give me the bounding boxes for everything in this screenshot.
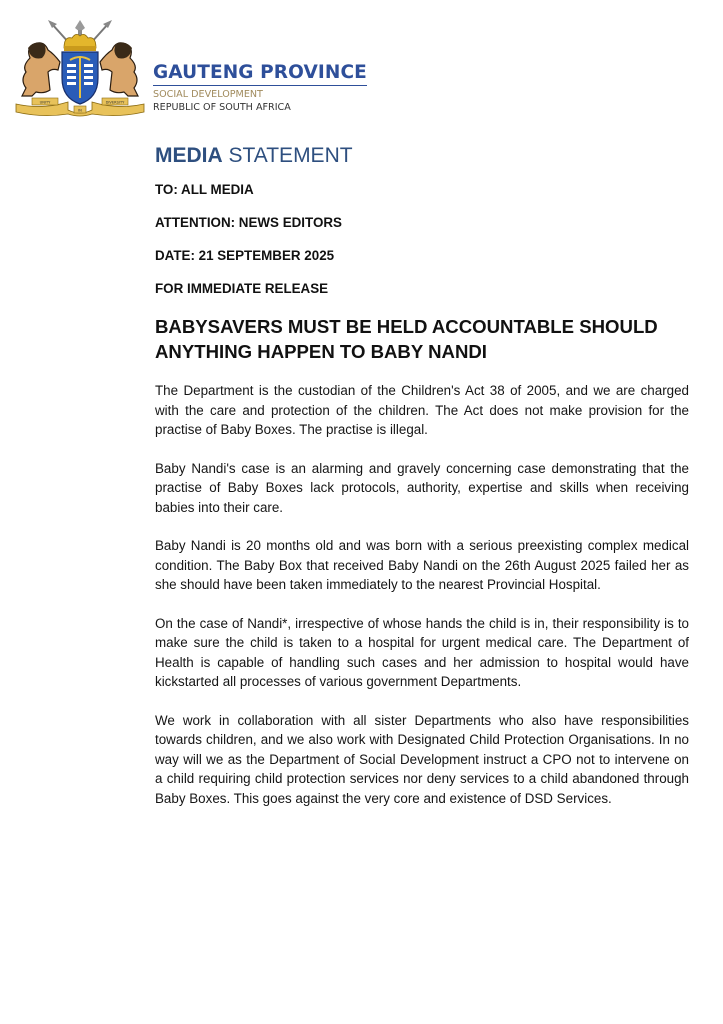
org-name: GAUTENG PROVINCE <box>153 62 367 86</box>
svg-text:UNITY: UNITY <box>39 100 51 105</box>
organisation-block <box>153 62 367 114</box>
paragraph: Baby Nandi is 20 months old and was born with a serious preexisting complex medical condition. The Baby Box that received Baby Nandi on the 26th August 2025 failed her as she should have been taken immediately to the nearest Provincial Hospital. <box>155 538 689 592</box>
letterhead <box>12 18 392 118</box>
coat-of-arms-icon <box>12 18 148 118</box>
date-line: DATE: 21 SEPTEMBER 2025 <box>155 248 335 263</box>
release-line: FOR IMMEDIATE RELEASE <box>155 281 329 296</box>
recipient-line: TO: ALL MEDIA <box>155 182 254 197</box>
statement-body <box>155 142 689 827</box>
svg-text:DIVERSITY: DIVERSITY <box>105 100 125 105</box>
document-type-bold: MEDIA <box>155 144 223 167</box>
paragraph: Baby Nandi's case is an alarming and gravely concerning case demonstrating that the practise of Baby Boxes lack protocols, authority, expertise and skills when receiving babies into their care. <box>155 460 689 515</box>
svg-text:IN: IN <box>78 108 82 113</box>
headline: BABYSAVERS MUST BE HELD ACCOUNTABLE SHOULD ANYTHING HAPPEN TO BABY NANDI <box>155 316 658 362</box>
paragraph: The Department is the custodian of the Children's Act 38 of 2005, and we are charged with the care and protection of the children. The Act does not make provision for the practise of Baby Boxes. The practise is illegal. <box>155 383 689 437</box>
paragraph: We work in collaboration with all sister Departments who also have responsibilities towards children, and we also work with Designated Child Protection Organisations. In no way will we as the Department of Social Development instruct a CPO not to intervene on a child requiring child protection services nor deny services to a child abandoned through Baby Boxes. This goes against the very core and existence of DSD Services. <box>155 712 689 806</box>
department-name: SOCIAL DEVELOPMENT <box>153 89 263 100</box>
paragraph: On the case of Nandi*, irrespective of whose hands the child is in, their responsibility is to make sure the child is taken to a hospital for urgent medical care. The Department of Health is capable of handling such cases and her admission to hospital would have kickstarted all processes of various government Departments. <box>155 615 689 689</box>
attention-line: ATTENTION: NEWS EDITORS <box>155 215 342 230</box>
country-name: REPUBLIC OF SOUTH AFRICA <box>153 102 291 113</box>
document-type-title <box>155 142 689 170</box>
document-type-rest: STATEMENT <box>222 144 353 167</box>
